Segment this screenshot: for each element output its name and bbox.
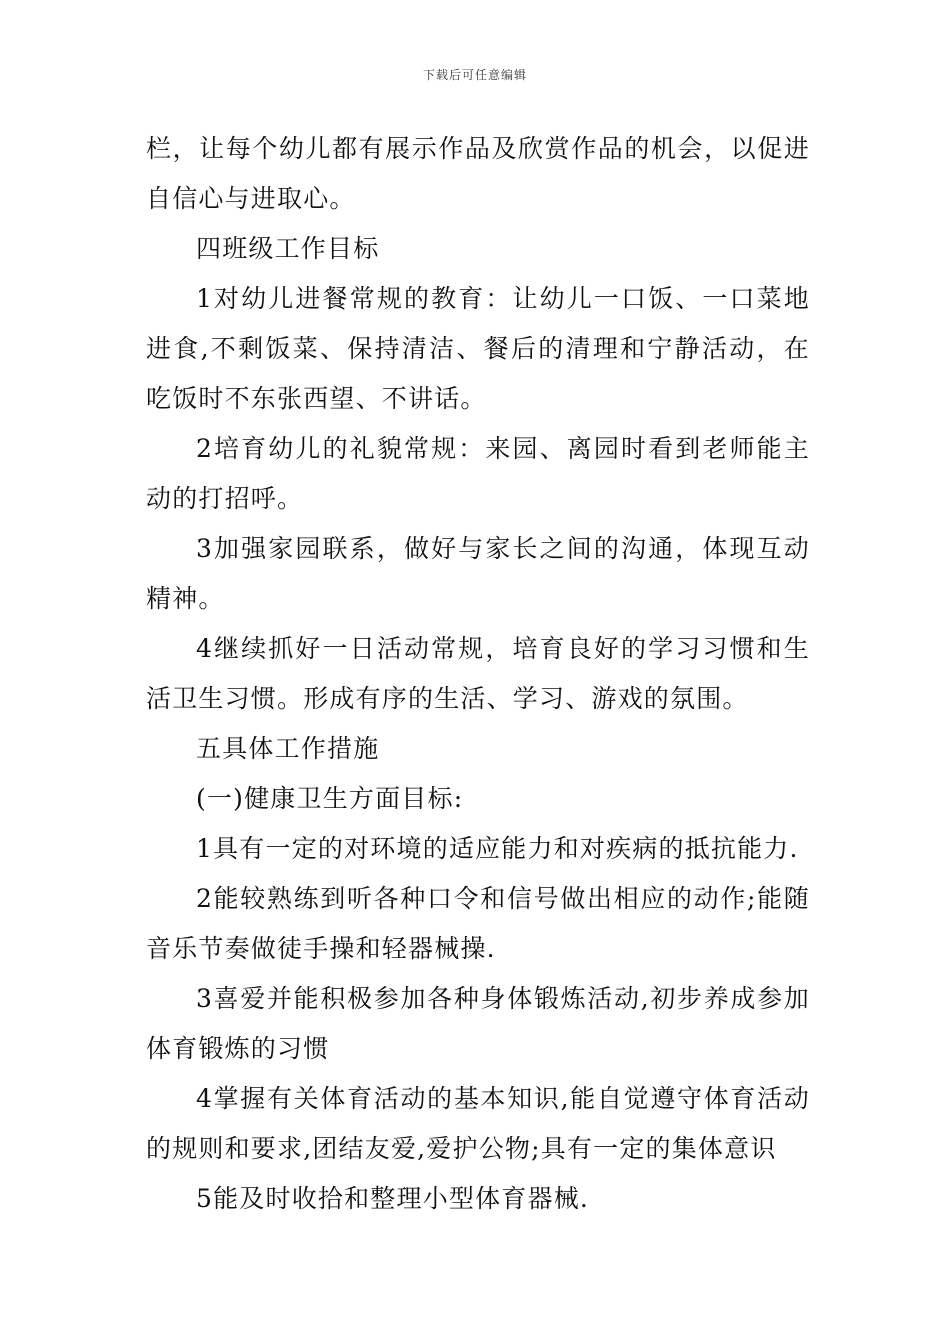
goal-item-1: 1对幼儿进餐常规的教育：让幼儿一口饭、一口菜地进食,不剩饭菜、保持清洁、餐后的清理和宁静活动，在吃饭时不东张西望、不讲话。 (146, 284, 810, 413)
goal-item-3: 3加强家园联系，做好与家长之间的沟通，体现互动精神。 (146, 534, 810, 613)
health-item-1: 1具有一定的对环境的适应能力和对疾病的抵抗能力. (196, 834, 799, 863)
health-item-2: 2能较熟练到听各种口令和信号做出相应的动作;能随音乐节奏做徒手操和轻器械操. (146, 884, 810, 963)
health-item-4: 4掌握有关体育活动的基本知识,能自觉遵守体育活动的规则和要求,团结友爱,爱护公物;具有一定的集体意识 (146, 1084, 810, 1163)
health-item-5: 5能及时收拾和整理小型体育器械. (196, 1184, 590, 1213)
section-heading-class-goals: 四班级工作目标 (196, 234, 380, 263)
goal-item-4: 4继续抓好一日活动常规，培育良好的学习习惯和生活卫生习惯。形成有序的生活、学习、游戏的氛围。 (146, 634, 810, 713)
header-note: 下载后可任意编辑 (422, 68, 527, 82)
document-body (146, 124, 810, 1224)
paragraph-continuation: 栏，让每个幼儿都有展示作品及欣赏作品的机会，以促进自信心与进取心。 (146, 134, 810, 213)
subsection-heading-health: (一)健康卫生方面目标: (196, 784, 464, 813)
section-heading-measures: 五具体工作措施 (196, 734, 380, 763)
health-item-3: 3喜爱并能积极参加各种身体锻炼活动,初步养成参加体育锻炼的习惯 (146, 984, 810, 1063)
goal-item-2: 2培育幼儿的礼貌常规：来园、离园时看到老师能主动的打招呼。 (146, 434, 810, 513)
